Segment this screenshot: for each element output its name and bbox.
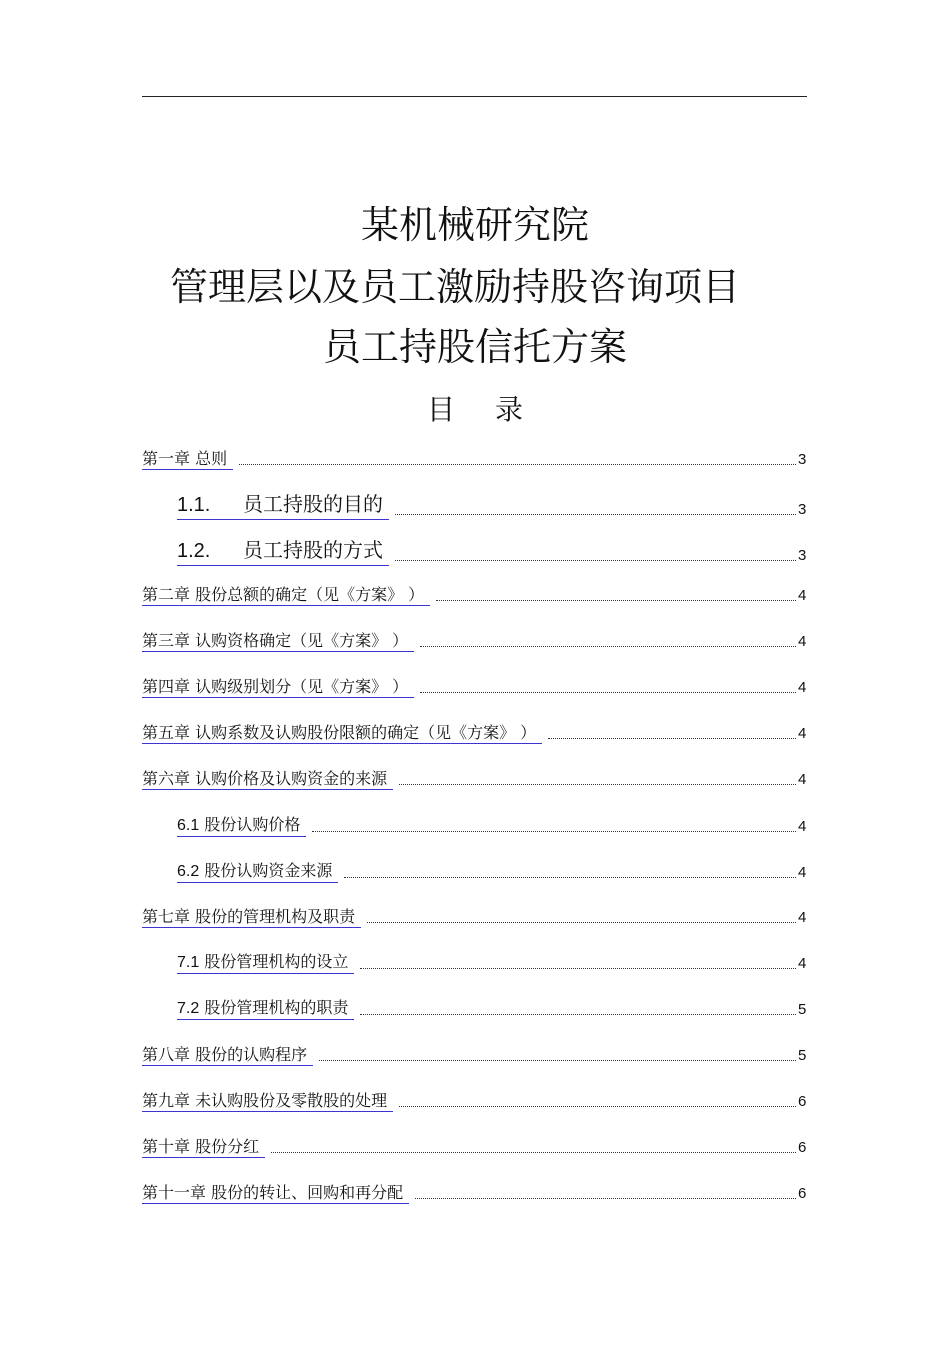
toc-entry-label: 第十一章 股份的转让、回购和再分配 bbox=[142, 1183, 409, 1204]
toc-leader bbox=[395, 560, 796, 561]
toc-heading: 目录 bbox=[426, 393, 563, 426]
toc-page-number: 6 bbox=[798, 1185, 807, 1202]
toc-entry-label: 1.2. 员工持股的方式 bbox=[177, 536, 389, 566]
toc-page-number: 4 bbox=[798, 587, 807, 604]
toc-page-number: 4 bbox=[798, 864, 807, 881]
toc-section-number: 1.2. bbox=[177, 540, 211, 562]
toc-page-number: 4 bbox=[798, 633, 807, 650]
toc-entry-label: 1.1. 员工持股的目的 bbox=[177, 490, 389, 520]
title-project: 管理层以及员工激励持股咨询项目 bbox=[169, 265, 740, 309]
toc-page-number: 4 bbox=[798, 909, 807, 926]
toc-page-number: 3 bbox=[798, 501, 807, 518]
title-plan: 员工持股信托方案 bbox=[322, 325, 627, 369]
toc-leader bbox=[239, 464, 796, 465]
toc-page-number: 5 bbox=[798, 1001, 807, 1018]
toc-leader bbox=[344, 877, 796, 878]
toc-entry-chapter-11[interactable] bbox=[142, 1180, 812, 1204]
toc-entry-1-1[interactable] bbox=[177, 490, 812, 520]
toc-leader bbox=[312, 831, 796, 832]
toc-section-number: 7.2 bbox=[177, 1000, 200, 1017]
toc-page-number: 4 bbox=[798, 955, 807, 972]
toc-entry-label: 第八章 股份的认购程序 bbox=[142, 1045, 313, 1066]
toc-entry-label: 第七章 股份的管理机构及职责 bbox=[142, 907, 361, 928]
toc-leader bbox=[415, 1198, 796, 1199]
toc-entry-chapter-7[interactable] bbox=[142, 904, 812, 928]
toc-leader bbox=[399, 1106, 796, 1107]
toc-page-number: 3 bbox=[798, 547, 807, 564]
toc-page-number: 5 bbox=[798, 1047, 807, 1064]
toc-page-number: 6 bbox=[798, 1139, 807, 1156]
toc-leader bbox=[395, 514, 796, 515]
toc-entry-label: 第一章 总则 bbox=[142, 449, 233, 470]
toc-entry-chapter-9[interactable] bbox=[142, 1088, 812, 1112]
toc-leader bbox=[548, 738, 796, 739]
toc-section-number: 1.1. bbox=[177, 494, 211, 516]
toc-entry-6-2[interactable] bbox=[177, 859, 812, 883]
toc-entry-label: 第六章 认购价格及认购资金的来源 bbox=[142, 769, 393, 790]
toc-entry-chapter-6[interactable] bbox=[142, 766, 812, 790]
toc-page-number: 4 bbox=[798, 679, 807, 696]
toc-page-number: 4 bbox=[798, 725, 807, 742]
toc-page-number: 4 bbox=[798, 771, 807, 788]
toc-entry-label: 6.1 股份认购价格 bbox=[177, 815, 306, 837]
toc-entry-chapter-8[interactable] bbox=[142, 1042, 812, 1066]
toc-leader bbox=[360, 968, 796, 969]
toc-section-number: 7.1 bbox=[177, 954, 200, 971]
toc-entry-label: 第四章 认购级别划分（见《方案》 ） bbox=[142, 677, 414, 698]
toc-entry-chapter-1[interactable] bbox=[142, 446, 812, 470]
toc-leader bbox=[436, 600, 796, 601]
toc-page-number: 6 bbox=[798, 1093, 807, 1110]
toc-entry-6-1[interactable] bbox=[177, 813, 812, 837]
title-institute: 某机械研究院 bbox=[360, 203, 589, 247]
toc-entry-label: 第三章 认购资格确定（见《方案》 ） bbox=[142, 631, 414, 652]
toc-entry-label: 第二章 股份总额的确定（见《方案》 ） bbox=[142, 585, 430, 606]
toc-entry-1-2[interactable] bbox=[177, 536, 812, 566]
toc-entry-chapter-4[interactable] bbox=[142, 674, 812, 698]
toc-section-number: 6.2 bbox=[177, 863, 200, 880]
toc-entry-chapter-3[interactable] bbox=[142, 628, 812, 652]
toc-leader bbox=[420, 692, 796, 693]
toc-entry-chapter-2[interactable] bbox=[142, 582, 812, 606]
toc-page-number: 3 bbox=[798, 451, 807, 468]
toc-entry-label: 第九章 未认购股份及零散股的处理 bbox=[142, 1091, 393, 1112]
toc-leader bbox=[319, 1060, 796, 1061]
toc-entry-chapter-10[interactable] bbox=[142, 1134, 812, 1158]
toc-entry-label: 7.2 股份管理机构的职责 bbox=[177, 998, 354, 1020]
toc-leader bbox=[420, 646, 796, 647]
toc-section-number: 6.1 bbox=[177, 817, 200, 834]
toc-entry-chapter-5[interactable] bbox=[142, 720, 812, 744]
toc-leader bbox=[367, 922, 796, 923]
toc-entry-label: 第五章 认购系数及认购股份限额的确定（见《方案》 ） bbox=[142, 723, 542, 744]
toc-entry-label: 7.1 股份管理机构的设立 bbox=[177, 952, 354, 974]
toc-leader bbox=[360, 1014, 796, 1015]
toc-entry-label: 6.2 股份认购资金来源 bbox=[177, 861, 338, 883]
toc-entry-label: 第十章 股份分红 bbox=[142, 1137, 265, 1158]
toc-entry-7-1[interactable] bbox=[177, 950, 812, 974]
toc-leader bbox=[399, 784, 796, 785]
toc-entry-7-2[interactable] bbox=[177, 996, 812, 1020]
toc-page-number: 4 bbox=[798, 818, 807, 835]
toc-leader bbox=[271, 1152, 796, 1153]
